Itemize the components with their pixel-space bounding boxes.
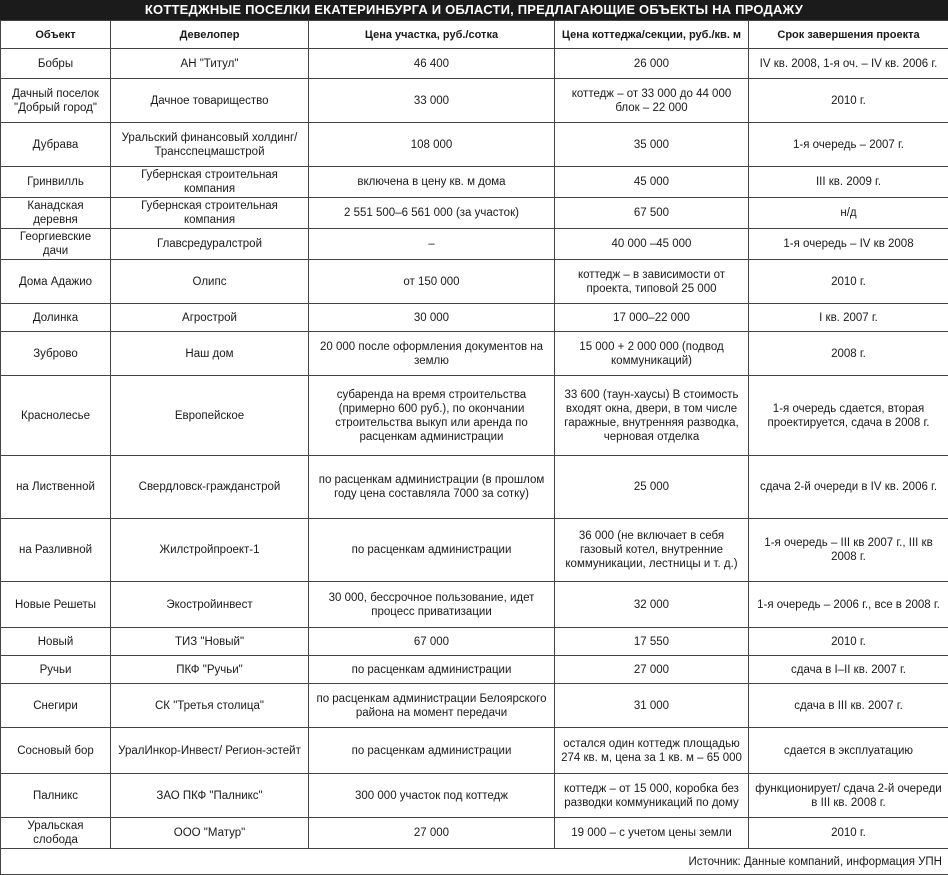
table-header-row bbox=[1, 21, 948, 49]
header-developer: Девелопер bbox=[111, 21, 309, 49]
cell-house-price: 36 000 (не включает в себя газовый котел, внутренние коммуникации, лестницы и т. д.) bbox=[555, 519, 749, 582]
cell-land-price: по расценкам администрации bbox=[309, 519, 555, 582]
cell-developer: Наш дом bbox=[111, 332, 309, 376]
cell-object: Снегири bbox=[1, 684, 111, 728]
cell-land-price: 33 000 bbox=[309, 79, 555, 123]
cell-object: Канадская деревня bbox=[1, 198, 111, 229]
cell-object: на Лиственной bbox=[1, 456, 111, 519]
table-row bbox=[1, 628, 948, 656]
cell-completion: 2010 г. bbox=[749, 628, 948, 656]
cell-developer: УралИнкор-Инвест/ Регион-эстейт bbox=[111, 728, 309, 774]
cell-developer: ЗАО ПКФ "Палникс" bbox=[111, 774, 309, 818]
header-object: Объект bbox=[1, 21, 111, 49]
cell-completion: сдача в I–II кв. 2007 г. bbox=[749, 656, 948, 684]
table-row bbox=[1, 49, 948, 79]
table-row bbox=[1, 123, 948, 167]
cell-house-price: 67 500 bbox=[555, 198, 749, 229]
cell-object: Дубрава bbox=[1, 123, 111, 167]
cell-land-price: 30 000 bbox=[309, 304, 555, 332]
cell-object: Георгиевские дачи bbox=[1, 229, 111, 260]
cell-completion: 1-я очередь – IV кв 2008 bbox=[749, 229, 948, 260]
cell-object: Бобры bbox=[1, 49, 111, 79]
cell-developer: Свердловск-гражданстрой bbox=[111, 456, 309, 519]
cell-completion: 2008 г. bbox=[749, 332, 948, 376]
cell-object: Палникс bbox=[1, 774, 111, 818]
table-row bbox=[1, 818, 948, 849]
cell-completion: 1-я очередь – 2006 г., все в 2008 г. bbox=[749, 582, 948, 628]
cell-developer: ПКФ "Ручьи" bbox=[111, 656, 309, 684]
cell-developer: Олипс bbox=[111, 260, 309, 304]
cell-object: Дачный поселок "Добрый город" bbox=[1, 79, 111, 123]
cell-object: Новые Решеты bbox=[1, 582, 111, 628]
cell-house-price: 40 000 –45 000 bbox=[555, 229, 749, 260]
table-row bbox=[1, 774, 948, 818]
cell-house-price: коттедж – от 33 000 до 44 000 блок – 22 000 bbox=[555, 79, 749, 123]
page-title: КОТТЕДЖНЫЕ ПОСЕЛКИ ЕКАТЕРИНБУРГА И ОБЛАСТИ, ПРЕДЛАГАЮЩИЕ ОБЪЕКТЫ НА ПРОДАЖУ bbox=[0, 0, 948, 20]
cell-object: Зуброво bbox=[1, 332, 111, 376]
cell-land-price: субаренда на время строительства (примерно 600 руб.), по окончании строительства выкуп или аренда по расценкам администрации bbox=[309, 376, 555, 456]
cell-completion: 2010 г. bbox=[749, 79, 948, 123]
cell-object: Долинка bbox=[1, 304, 111, 332]
cell-object: Краснолесье bbox=[1, 376, 111, 456]
table-row bbox=[1, 229, 948, 260]
cell-house-price: 33 600 (таун-хаусы) В стоимость входят окна, двери, в том числе гаражные, внутренняя разводка, черновая отделка bbox=[555, 376, 749, 456]
table-row bbox=[1, 304, 948, 332]
cell-land-price: 27 000 bbox=[309, 818, 555, 849]
cell-completion: 1-я очередь сдается, вторая проектируется, сдача в 2008 г. bbox=[749, 376, 948, 456]
cell-developer: Дачное товарищество bbox=[111, 79, 309, 123]
cell-completion: IV кв. 2008, 1-я оч. – IV кв. 2006 г. bbox=[749, 49, 948, 79]
table-row bbox=[1, 728, 948, 774]
cell-land-price: по расценкам администрации Белоярского района на момент передачи bbox=[309, 684, 555, 728]
cell-house-price: 32 000 bbox=[555, 582, 749, 628]
cell-land-price: 108 000 bbox=[309, 123, 555, 167]
cell-land-price: от 150 000 bbox=[309, 260, 555, 304]
cell-land-price: 46 400 bbox=[309, 49, 555, 79]
cell-house-price: 26 000 bbox=[555, 49, 749, 79]
table-row bbox=[1, 167, 948, 198]
cell-completion: сдача 2-й очереди в IV кв. 2006 г. bbox=[749, 456, 948, 519]
cell-object: Новый bbox=[1, 628, 111, 656]
table-row bbox=[1, 332, 948, 376]
cell-developer: Главсредуралстрой bbox=[111, 229, 309, 260]
cell-house-price: 15 000 + 2 000 000 (подвод коммуникаций) bbox=[555, 332, 749, 376]
cell-developer: АН "Титул" bbox=[111, 49, 309, 79]
cell-developer: Губернская строительная компания bbox=[111, 198, 309, 229]
cell-house-price: 31 000 bbox=[555, 684, 749, 728]
cell-completion: 2010 г. bbox=[749, 818, 948, 849]
cell-land-price: по расценкам администрации bbox=[309, 728, 555, 774]
table-row bbox=[1, 198, 948, 229]
cell-house-price: 45 000 bbox=[555, 167, 749, 198]
cell-completion: I кв. 2007 г. bbox=[749, 304, 948, 332]
cell-house-price: остался один коттедж площадью 274 кв. м, цена за 1 кв. м – 65 000 bbox=[555, 728, 749, 774]
cell-completion: сдается в эксплуатацию bbox=[749, 728, 948, 774]
cell-developer: Европейское bbox=[111, 376, 309, 456]
cell-developer: ООО "Матур" bbox=[111, 818, 309, 849]
cell-object: Уральская слобода bbox=[1, 818, 111, 849]
settlements-table bbox=[0, 20, 948, 875]
cell-completion: 1-я очередь – III кв 2007 г., III кв 2008 г. bbox=[749, 519, 948, 582]
table-row bbox=[1, 456, 948, 519]
cell-completion: III кв. 2009 г. bbox=[749, 167, 948, 198]
table-row bbox=[1, 656, 948, 684]
cell-completion: 2010 г. bbox=[749, 260, 948, 304]
cell-object: Дома Адажио bbox=[1, 260, 111, 304]
cell-completion: функционирует/ сдача 2-й очереди в III кв. 2008 г. bbox=[749, 774, 948, 818]
table-row bbox=[1, 519, 948, 582]
cell-land-price: по расценкам администрации bbox=[309, 656, 555, 684]
cell-completion: н/д bbox=[749, 198, 948, 229]
cell-land-price: 30 000, бессрочное пользование, идет процесс приватизации bbox=[309, 582, 555, 628]
cell-house-price: 17 550 bbox=[555, 628, 749, 656]
header-house-price: Цена коттеджа/секции, руб./кв. м bbox=[555, 21, 749, 49]
source-note: Источник: Данные компаний, информация УПН bbox=[1, 849, 948, 875]
cell-house-price: 17 000–22 000 bbox=[555, 304, 749, 332]
cell-house-price: 19 000 – с учетом цены земли bbox=[555, 818, 749, 849]
cell-developer: Губернская строительная компания bbox=[111, 167, 309, 198]
header-land-price: Цена участка, руб./сотка bbox=[309, 21, 555, 49]
cell-object: Сосновый бор bbox=[1, 728, 111, 774]
cell-object: Ручьи bbox=[1, 656, 111, 684]
cell-house-price: 27 000 bbox=[555, 656, 749, 684]
header-completion: Срок завершения проекта bbox=[749, 21, 948, 49]
cell-developer: Жилстройпроект-1 bbox=[111, 519, 309, 582]
cell-house-price: 25 000 bbox=[555, 456, 749, 519]
cell-developer: ТИЗ "Новый" bbox=[111, 628, 309, 656]
cell-land-price: 2 551 500–6 561 000 (за участок) bbox=[309, 198, 555, 229]
cell-developer: Агрострой bbox=[111, 304, 309, 332]
cell-developer: Уральский финансовый холдинг/ Трансспецмашстрой bbox=[111, 123, 309, 167]
cell-house-price: 35 000 bbox=[555, 123, 749, 167]
cell-land-price: 67 000 bbox=[309, 628, 555, 656]
cell-developer: СК "Третья столица" bbox=[111, 684, 309, 728]
table-row bbox=[1, 79, 948, 123]
table-row bbox=[1, 260, 948, 304]
cell-land-price: по расценкам администрации (в прошлом году цена составляла 7000 за сотку) bbox=[309, 456, 555, 519]
cell-completion: 1-я очередь – 2007 г. bbox=[749, 123, 948, 167]
table-row bbox=[1, 684, 948, 728]
cell-completion: сдача в III кв. 2007 г. bbox=[749, 684, 948, 728]
cell-land-price: 300 000 участок под коттедж bbox=[309, 774, 555, 818]
cell-land-price: – bbox=[309, 229, 555, 260]
cell-object: Гринвилль bbox=[1, 167, 111, 198]
cell-developer: Экостройинвест bbox=[111, 582, 309, 628]
cell-land-price: 20 000 после оформления документов на землю bbox=[309, 332, 555, 376]
table-row bbox=[1, 376, 948, 456]
cell-land-price: включена в цену кв. м дома bbox=[309, 167, 555, 198]
cell-house-price: коттедж – от 15 000, коробка без разводки коммуникаций по дому bbox=[555, 774, 749, 818]
table-row bbox=[1, 582, 948, 628]
cell-object: на Разливной bbox=[1, 519, 111, 582]
cell-house-price: коттедж – в зависимости от проекта, типовой 25 000 bbox=[555, 260, 749, 304]
